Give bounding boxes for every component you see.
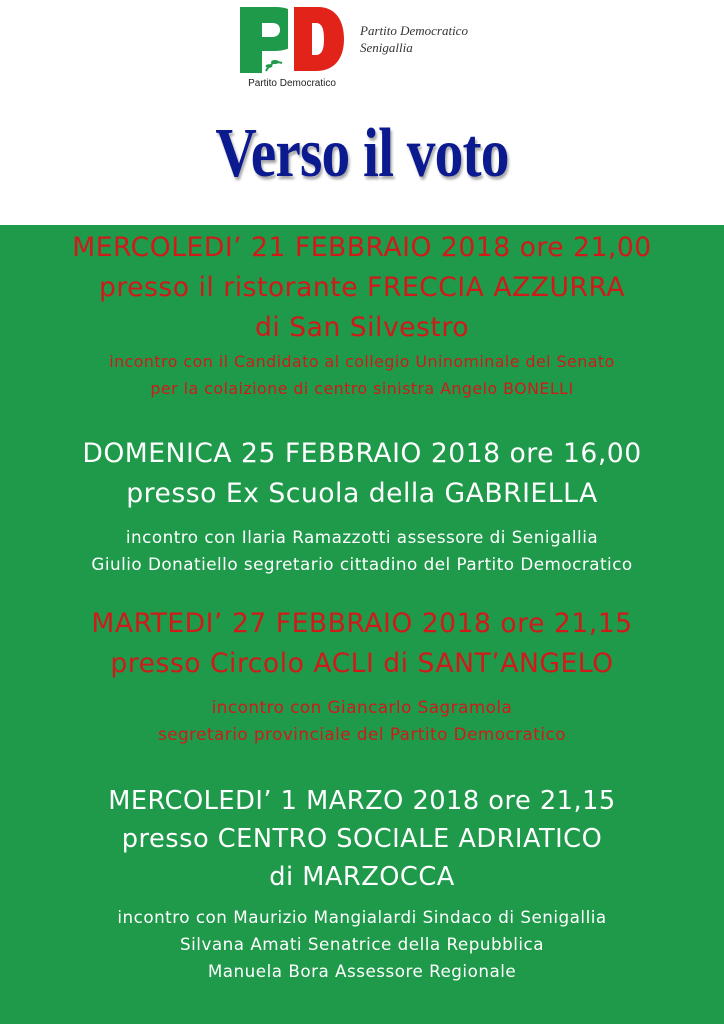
- event-2-place: presso Ex Scuola della GABRIELLA: [126, 478, 598, 509]
- event-4: [0, 782, 724, 985]
- event-1-place-2: di San Silvestro: [255, 312, 469, 343]
- org-line-1: Partito Democratico: [360, 23, 468, 38]
- event-4-place: presso CENTRO SOCIALE ADRIATICO: [121, 824, 603, 854]
- event-4-detail-1: incontro con Maurizio Mangialardi Sindaco di Senigallia: [117, 907, 607, 927]
- page-title: Verso il voto: [215, 115, 509, 192]
- org-name: [360, 22, 468, 56]
- pd-logo-icon: [238, 5, 346, 77]
- event-3-detail-1: incontro con Giancarlo Sagramola: [211, 697, 513, 717]
- event-4-date: MERCOLEDI’ 1 MARZO 2018 ore 21,15: [108, 786, 616, 816]
- header: [0, 0, 724, 225]
- event-2: [0, 434, 724, 578]
- event-1: [0, 228, 724, 402]
- event-3: [0, 604, 724, 748]
- event-2-date: DOMENICA 25 FEBBRAIO 2018 ore 16,00: [82, 438, 642, 469]
- event-4-detail-2: Silvana Amati Senatrice della Repubblica: [180, 934, 544, 954]
- event-2-detail-1: incontro con Ilaria Ramazzotti assessore di Senigallia: [125, 527, 599, 547]
- event-2-detail-2: Giulio Donatiello segretario cittadino del Partito Democratico: [91, 554, 633, 574]
- event-3-date: MARTEDI’ 27 FEBBRAIO 2018 ore 21,15: [91, 608, 633, 639]
- logo-caption: Partito Democratico: [248, 78, 336, 89]
- event-1-date: MERCOLEDI’ 21 FEBBRAIO 2018 ore 21,00: [72, 232, 652, 263]
- event-1-place: presso il ristorante FRECCIA AZZURRA: [98, 272, 626, 303]
- event-4-detail-3: Manuela Bora Assessore Regionale: [207, 961, 517, 981]
- event-1-detail-1: incontro con il Candidato al collegio Uninominale del Senato: [109, 352, 615, 371]
- event-4-place-2: di MARZOCCA: [269, 862, 455, 892]
- event-3-place: presso Circolo ACLI di SANT’ANGELO: [110, 648, 614, 679]
- org-line-2: Senigallia: [360, 40, 413, 55]
- event-3-detail-2: segretario provinciale del Partito Democratico: [157, 724, 566, 744]
- event-1-detail-2: per la colaizione di centro sinistra Angelo BONELLI: [150, 379, 574, 398]
